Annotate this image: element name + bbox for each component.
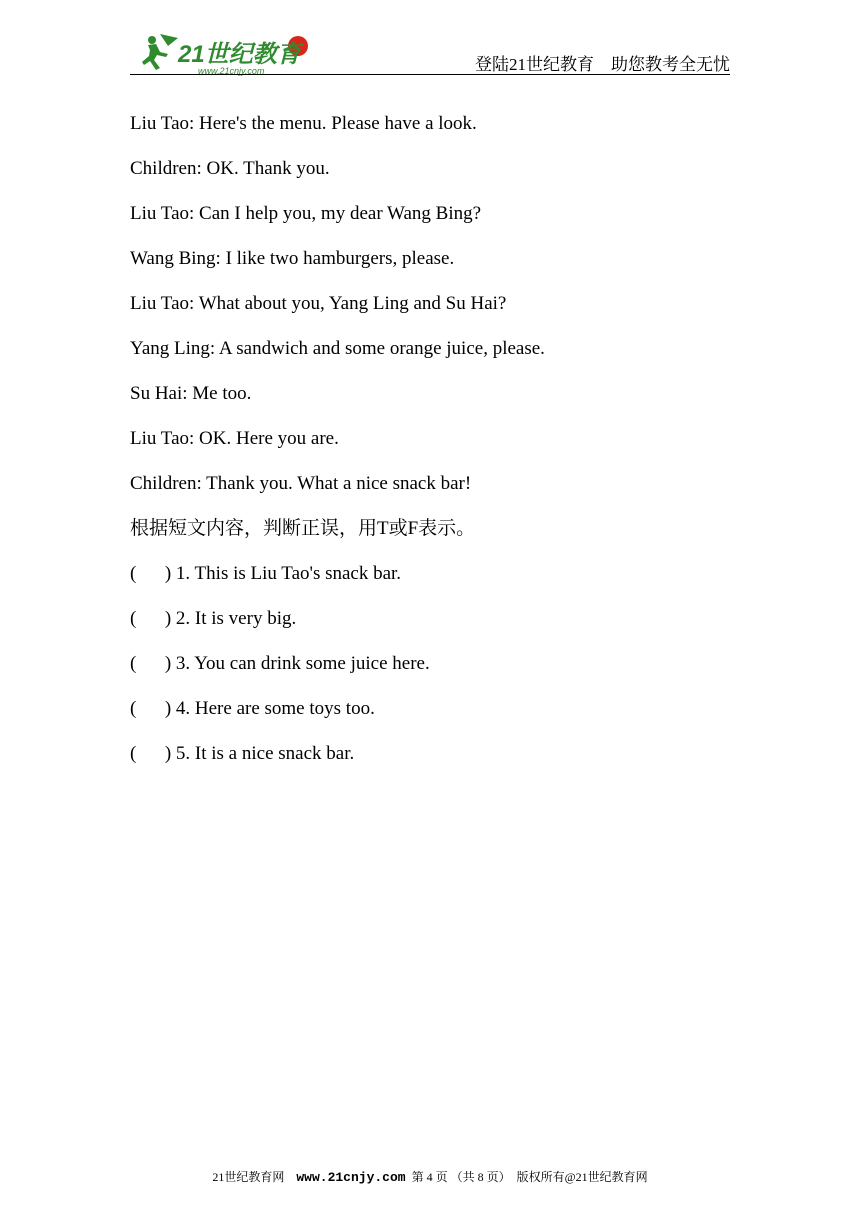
- dialogue-line: Liu Tao: OK. Here you are.: [130, 428, 339, 449]
- footer-copyright: 版权所有@21世纪教育网: [516, 1170, 648, 1184]
- question-item: ( ) 3. You can drink some juice here.: [130, 653, 430, 674]
- logo-url: www.21cnjy.com: [198, 66, 265, 76]
- question-item: ( ) 4. Here are some toys too.: [130, 698, 375, 719]
- footer-url: www.21cnjy.com: [296, 1170, 406, 1185]
- dialogue-line: Liu Tao: Can I help you, my dear Wang Bing?: [130, 203, 482, 224]
- logo-text: 21世纪教育: [178, 41, 301, 68]
- question-item: ( ) 5. It is a nice snack bar.: [130, 743, 355, 764]
- dialogue-line: Children: OK. Thank you.: [130, 158, 330, 179]
- logo: [138, 32, 318, 76]
- runner-icon: [142, 36, 168, 70]
- dialogue-line: Children: Thank you. What a nice snack bar!: [130, 473, 472, 494]
- header-rule: [130, 74, 730, 75]
- page-header: [130, 28, 730, 76]
- question-item: ( ) 1. This is Liu Tao's snack bar.: [130, 563, 402, 584]
- footer-site: 21世纪教育网: [212, 1170, 285, 1184]
- flag-icon: [160, 34, 178, 46]
- page-footer: [0, 1168, 860, 1185]
- dialogue-line: Liu Tao: What about you, Yang Ling and Su Hai?: [130, 293, 507, 314]
- dialogue-line: Wang Bing: I like two hamburgers, please.: [130, 248, 455, 269]
- dialogue-line: Yang Ling: A sandwich and some orange juice, please.: [130, 338, 545, 359]
- question-item: ( ) 2. It is very big.: [130, 608, 297, 629]
- page-body: [130, 113, 730, 788]
- footer-page-info: 第 4 页 （共 8 页）: [411, 1170, 511, 1184]
- dialogue-line: Liu Tao: Here's the menu. Please have a look.: [130, 113, 477, 134]
- header-tagline: 登陆21世纪教育 助您教考全无忧: [475, 55, 730, 74]
- instruction: 根据短文内容，判断正误，用T或F表示。: [130, 518, 476, 539]
- dialogue-line: Su Hai: Me too.: [130, 383, 252, 404]
